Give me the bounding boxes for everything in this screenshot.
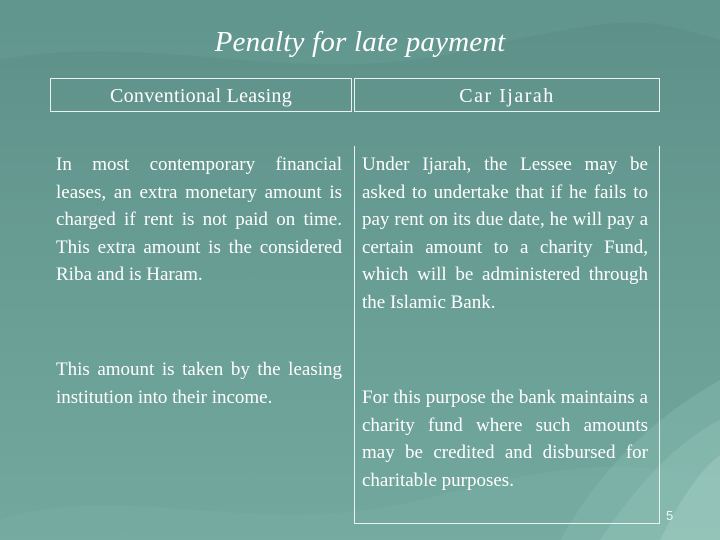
table-header-row	[50, 78, 660, 114]
ijarah-paragraph-charity-undertaking: Under Ijarah, the Lessee may be asked to undertake that if he fails to pay rent on its due date, he will pay a certain amount to a charity Fund, which will be administered through the Islamic Bank.	[362, 154, 648, 313]
conventional-paragraph-riba: In most contemporary financial leases, an extra monetary amount is charged if rent is not paid on time. This extra amount is the considered Riba and is Haram.	[56, 154, 342, 286]
page-number: 5	[666, 508, 674, 523]
ijarah-paragraph-charity-fund: For this purpose the bank maintains a charity fund where such amounts may be credited and disbursed for charitable purposes.	[362, 387, 648, 491]
header-car-ijarah: Car Ijarah	[354, 78, 660, 112]
conventional-paragraph-income: This amount is taken by the leasing institution into their income.	[56, 359, 342, 408]
header-conventional-leasing: Conventional Leasing	[50, 78, 352, 112]
slide-title: Penalty for late payment	[214, 26, 506, 58]
